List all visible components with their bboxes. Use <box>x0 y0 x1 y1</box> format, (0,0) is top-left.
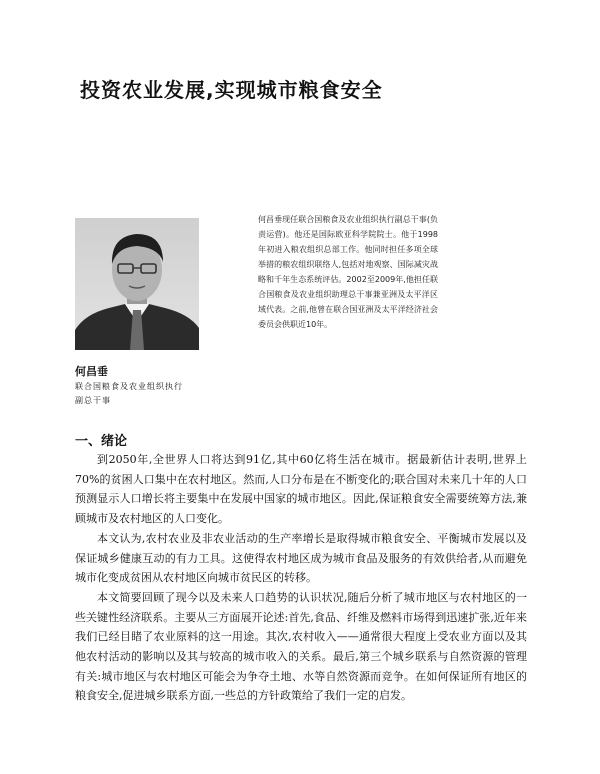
portrait-image <box>75 218 199 350</box>
article-title: 投资农业发展,实现城市粮食安全 <box>80 78 383 102</box>
article-body <box>75 450 527 706</box>
author-affiliation <box>75 380 183 408</box>
section-heading: 一、绪论 <box>75 434 128 449</box>
author-bio: 何昌垂现任联合国粮食及农业组织执行副总干事(负责运营)。他还是国际欧亚科学院院士。他于1998年初进入粮农组织总部工作。他同时担任多项全球举措的粮农组织联络人,包括对地观察、国际减灾战略和千年生态系统评估。2002至2009年,他担任联合国粮食及农业组织助理总干事兼亚洲及太平洋区域代表。之前,他曾在联合国亚洲及太平洋经济社会委员会供职近10年。 <box>258 215 438 329</box>
paragraph: 本文简要回顾了现今以及未来人口趋势的认识状况,随后分析了城市地区与农村地区的一些关键性经济联系。主要从三方面展开论述:首先,食品、纤维及燃料市场得到迅速扩张,近年来我们已经目睹了农业原料的这一用途。其次,农村收入——通常很大程度上受农业方面以及其他农村活动的影响以及其与较高的城市收入的关系。最后,第三个城乡联系与自然资源的管理有关:城市地区与农村地区可能会为争夺土地、水等自然资源而竞争。在如何保证所有地区的粮食安全,促进城乡联系方面,一些总的方针政策给了我们一定的启发。 <box>75 590 527 703</box>
paragraph: 到2050年,全世界人口将达到91亿,其中60亿将生活在城市。据最新估计表明,世界上70%的贫困人口集中在农村地区。然而,人口分布是在不断变化的;联合国对未来几十年的人口预测显示人口增长将主要集中在发展中国家的城市地区。因此,保证粮食安全需要统筹方法,兼顾城市及农村地区的人口变化。 <box>75 453 527 526</box>
paragraph: 本文认为,农村农业及非农业活动的生产率增长是取得城市粮食安全、平衡城市发展以及保证城乡健康互动的有力工具。这使得农村地区成为城市食品及服务的有效供给者,从而避免城市化变成贫困从农村地区向城市贫民区的转移。 <box>75 531 527 585</box>
author-photo <box>75 218 199 350</box>
author-affiliation-line2: 副总干事 <box>75 396 111 405</box>
author-name: 何昌垂 <box>75 365 108 378</box>
author-affiliation-line1: 联合国粮食及农业组织执行 <box>75 382 183 391</box>
